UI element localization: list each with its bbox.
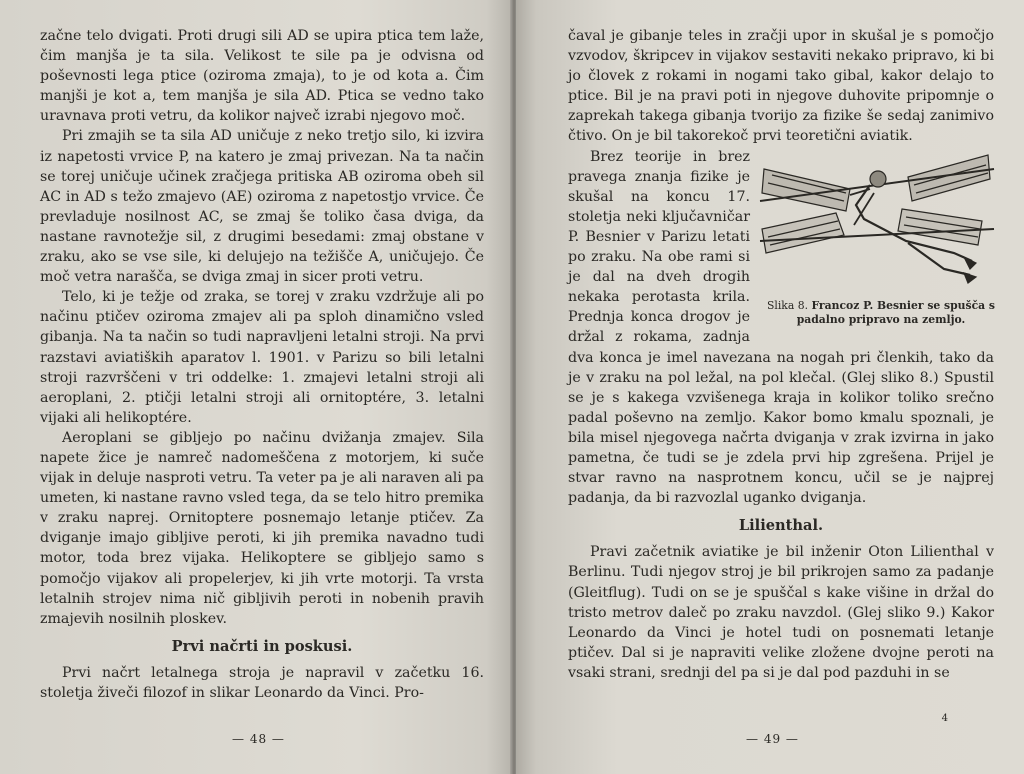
figure-caption bbox=[758, 299, 1004, 327]
besnier-glider-illustration bbox=[758, 149, 998, 297]
left-paragraph-1: začne telo dvigati. Proti drugi sili AD se upira ptica tem laže, čim manjša je ta sila. Velikost te sile pa je odvisna od poševnosti lega ptice (oziroma zmaja), to je od kota a. Čim manjši je kot a, tem manjša je sila AD. Ptica se vedno tako uravnava proti vetru, da kolikor največ izrabi njegovo moč. bbox=[40, 28, 484, 125]
right-page bbox=[516, 0, 1024, 774]
left-paragraph-5: Prvi načrt letalnega stroja je napravil v začetku 16. stoletja živeči filozof in slikar Leonardo da Vinci. Pro- bbox=[40, 664, 484, 701]
figure-caption-number: Slika 8. bbox=[767, 298, 809, 312]
right-paragraph-1: čaval je gibanje teles in zračji upor in skušal je s pomočjo vzvodov, škripcev in vijakov sestaviti nekako pripravo, ki bi jo človek z rokami in nogami tako gibal, kakor delajo to ptice. Bil je na pravi poti in njegove duhovite pripomnje o zaprekah takega gibanja tvorijo za fizike še sedaj zanimivo čtivo. On je bil takorekoč prvi teoretični aviatik. bbox=[568, 28, 994, 145]
right-paragraph-3: Pravi začetnik aviatike je bil inženir Oton Lilienthal v Berlinu. Tudi njegov stroj je bil prikrojen samo za padanje (Gleitflug). Tudi on se je spuščal s kake višine in držal do tristo metrov daleč po zraku navzdol. (Glej sliko 9.) Kakor Leonardo da Vinci je hotel tudi on posnemati letanje ptičev. Dal si je napraviti velike zložene dvojne peroti na vsaki strani, srednji del pa si je dal pod pazduhi in se bbox=[568, 544, 994, 681]
right-section-heading: Lilienthal. bbox=[738, 517, 824, 535]
figure-8 bbox=[758, 149, 1004, 335]
page-number-left: — 48 — bbox=[232, 732, 285, 746]
left-paragraph-3: Telo, ki je težje od zraka, se torej v zraku vzdržuje ali po načinu ptičev oziroma zmajev ali pa sploh dinamično vsled gibanja. Na ta način so tudi napravljeni letalni stroji. Na prvi razstavi aviatiških aparatov l. 1901. v Parizu so bili letalni stroji razvrščeni v tri oddelke: 1. zmajevi letalni stroji ali aeroplani, 2. ptičji letalni stroji ali ornitoptére, 3. letalni vijaki ali helikoptére. bbox=[40, 289, 484, 426]
figure-caption-text: Francoz P. Besnier se spušča s padalno pripravo na zemljo. bbox=[796, 298, 995, 326]
left-section-heading: Prvi načrti in poskusi. bbox=[171, 637, 353, 655]
right-paragraph-2: Brez teorije in brez pravega znanja fizike je skušal na koncu 17. stoletja neki ključavničar P. Besnier v Parizu letati po zraku. Na obe rami si je dal na dveh drogih nekaka perotasta krila. Prednja konca drogov je držal z rokama, zadnja dva konca je imel navezana na nogah pri členkih, tako da je v zraku na pol ležal, na pol klečal. (Glej sliko 8.) Spustil se je s kakega vzvišenega kraja in kolikor toliko srečno padal poševno na zemljo. Kakor bomo kmalu spoznali, je bila misel njegovega načrta dviganja v zrak izvirna in jako pametna, če tudi se je zdela prvi hip zgrešena. Prijel je stvar ravno na nasprotnem koncu, učil se je najprej padanja, da bi razvozlal uganko dviganja. bbox=[568, 148, 994, 507]
left-paragraph-4: Aeroplani se gibljejo po načinu dvižanja zmajev. Sila napete žice je namreč nadomeščena z motorjem, ki suče vijak in deluje nasproti vetru. Ta veter pa je ali naraven ali pa umeten, ki nastane ravno vsled tega, da se telo hitro premika v zraku naprej. Ornitoptere posnemajo letanje ptičev. Za dviganje imajo gibljive peroti, ki jih premika navadno tudi motor, toda brez vijaka. Helikoptere se gibljejo samo s pomočjo vijakov ali propelerjev, ki jih vrte motorji. Ta vrsta letalnih strojev nima nič gibljivih peroti in nobenih pravih zmajevih nosilnih ploskev. bbox=[40, 429, 484, 627]
signature-mark: 4 bbox=[941, 713, 948, 724]
left-paragraph-2: Pri zmajih se ta sila AD uničuje z neko tretjo silo, ki izvira iz napetosti vrvice P, na katero je zmaj privezan. Na ta način se torej uničuje učinek zračjega pritiska AB oziroma obeh sil AC in AD s težo zmajevo (AE) oziroma z napetostjo vrvice. Če prevladuje nosilnost AC, se zmaj še toliko časa dviga, da nastane ravnotežje sil, z drugimi besedami: zmaj obstane v zraku, ako se vse sile, ki delujejo na težišče A, uničujejo. Če moč vetra narašča, se dviga zmaj in sicer proti vetru. bbox=[40, 128, 484, 286]
page-number-right: — 49 — bbox=[746, 732, 799, 746]
